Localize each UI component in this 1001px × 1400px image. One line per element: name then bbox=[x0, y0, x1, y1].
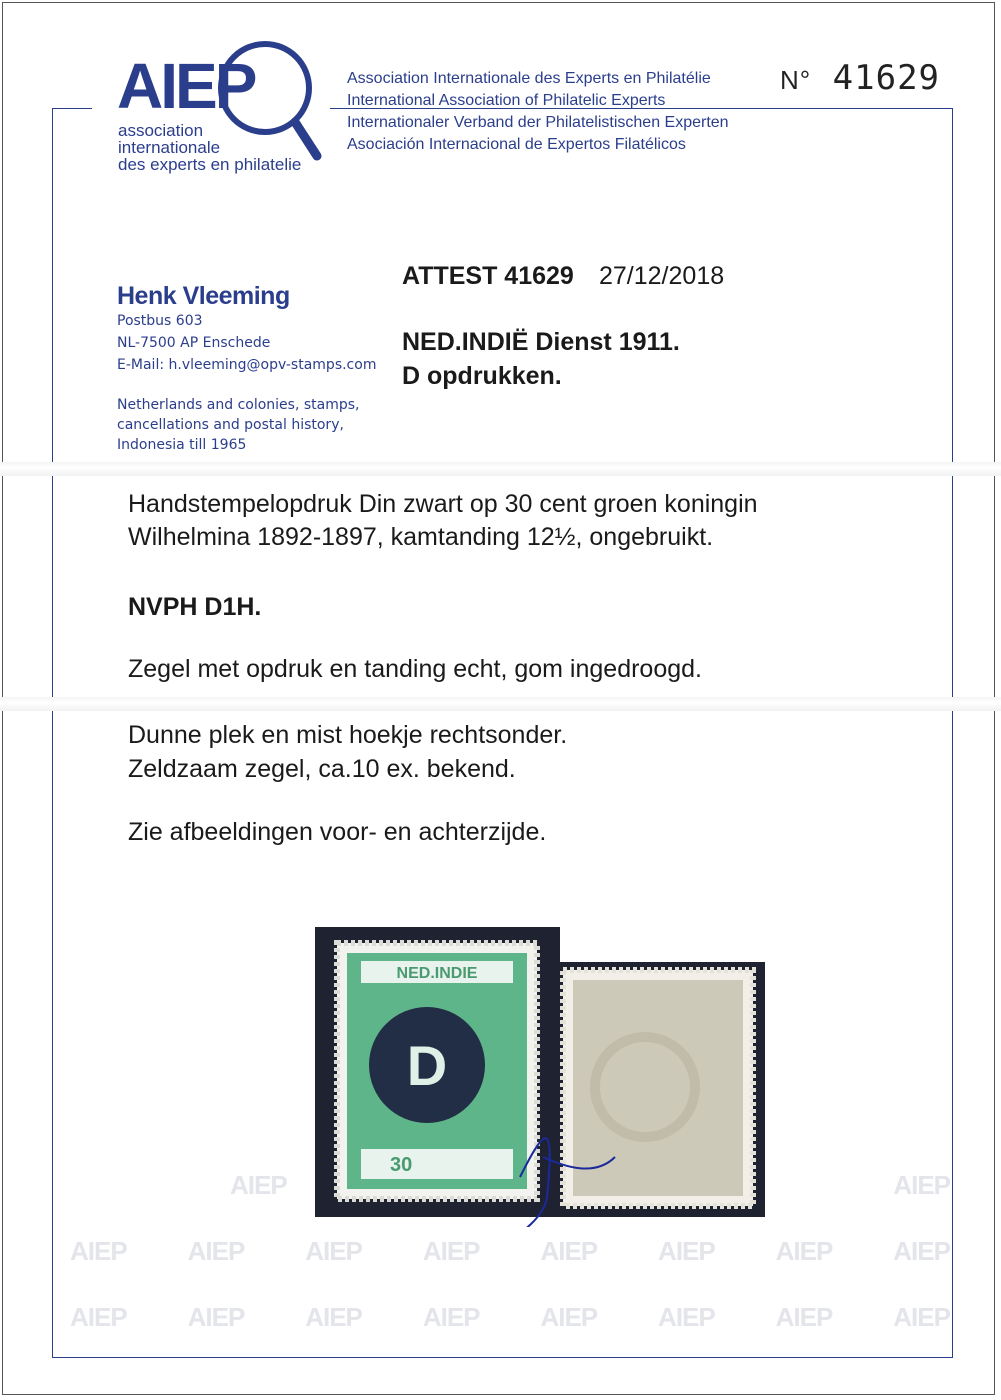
watermark: AIEP bbox=[187, 1302, 245, 1332]
watermark: AIEP bbox=[230, 1170, 287, 1200]
expert-email: E-Mail: h.vleeming@opv-stamps.com bbox=[117, 357, 377, 373]
watermark-row bbox=[70, 1236, 950, 1267]
stamp-images bbox=[315, 927, 765, 1227]
expert-specialty-3: Indonesia till 1965 bbox=[117, 437, 247, 453]
cert-prefix: N° bbox=[780, 65, 812, 95]
note: Zie afbeeldingen voor- en achterzijde. bbox=[128, 818, 547, 846]
watermark: AIEP bbox=[70, 1302, 127, 1332]
title-line-1: NED.INDIË Dienst 1911. bbox=[402, 328, 680, 356]
verdict: Zegel met opdruk en tanding echt, gom ingedroogd. bbox=[128, 655, 702, 683]
watermark: AIEP bbox=[70, 1236, 127, 1266]
logo-letters: AIEP bbox=[117, 50, 255, 122]
expert-address-1: Postbus 603 bbox=[117, 313, 203, 329]
overprint-letter: D bbox=[406, 1034, 448, 1097]
assoc-name-de: Internationaler Verband der Philatelistischen Experten bbox=[347, 114, 729, 131]
stamp-country-text: NED.INDIE bbox=[396, 965, 478, 982]
assoc-name-fr: Association Internationale des Experts en Philatélie bbox=[347, 70, 711, 87]
watermark: AIEP bbox=[893, 1170, 950, 1200]
watermark-row bbox=[70, 1302, 950, 1333]
expert-specialty-1: Netherlands and colonies, stamps, bbox=[117, 397, 360, 413]
stamp-value-label bbox=[361, 1149, 513, 1179]
fold-line bbox=[0, 462, 1001, 476]
fold-line bbox=[0, 697, 1001, 711]
condition-line-2: Zeldzaam zegel, ca.10 ex. bekend. bbox=[128, 755, 516, 783]
attest-date: 27/12/2018 bbox=[599, 262, 725, 290]
watermark: AIEP bbox=[422, 1236, 480, 1266]
assoc-name-es: Asociación Internacional de Expertos Filatélicos bbox=[347, 136, 686, 153]
watermark: AIEP bbox=[658, 1236, 715, 1266]
watermark: AIEP bbox=[658, 1302, 715, 1332]
expert-specialty-2: cancellations and postal history, bbox=[117, 417, 344, 433]
title-line-2: D opdrukken. bbox=[402, 362, 562, 390]
logo-sub-2: internationale bbox=[118, 138, 221, 157]
magnifier-handle bbox=[295, 122, 317, 156]
condition-line-1: Dunne plek en mist hoekje rechtsonder. bbox=[128, 721, 568, 749]
association-names bbox=[347, 68, 729, 156]
watermark: AIEP bbox=[540, 1302, 598, 1332]
description-line-1: Handstempelopdruk Din zwart op 30 cent groen koningin bbox=[128, 490, 758, 518]
description-line-2: Wilhelmina 1892-1897, kamtanding 12½, ongebruikt. bbox=[128, 523, 714, 551]
watermark: AIEP bbox=[775, 1236, 833, 1266]
watermark: AIEP bbox=[422, 1302, 480, 1332]
logo-sub-1: association bbox=[118, 121, 204, 140]
cert-number-value: 41629 bbox=[832, 58, 941, 98]
watermark: AIEP bbox=[305, 1236, 362, 1266]
attest-heading: ATTEST 41629 bbox=[402, 262, 574, 290]
watermark: AIEP bbox=[305, 1302, 362, 1332]
certificate-number bbox=[780, 58, 940, 98]
logo-sub-3: des experts en philatelie bbox=[118, 155, 302, 174]
watermark: AIEP bbox=[893, 1302, 950, 1332]
assoc-name-en: International Association of Philatelic Experts bbox=[347, 92, 666, 109]
watermark: AIEP bbox=[540, 1236, 598, 1266]
expert-address-2: NL-7500 AP Enschede bbox=[117, 335, 271, 351]
watermark: AIEP bbox=[775, 1302, 833, 1332]
watermark: AIEP bbox=[187, 1236, 245, 1266]
watermark: AIEP bbox=[893, 1236, 950, 1266]
stamp-value-text: 30 bbox=[390, 1154, 413, 1176]
expert-name: Henk Vleeming bbox=[117, 282, 290, 310]
catalog-number: NVPH D1H. bbox=[128, 593, 262, 621]
